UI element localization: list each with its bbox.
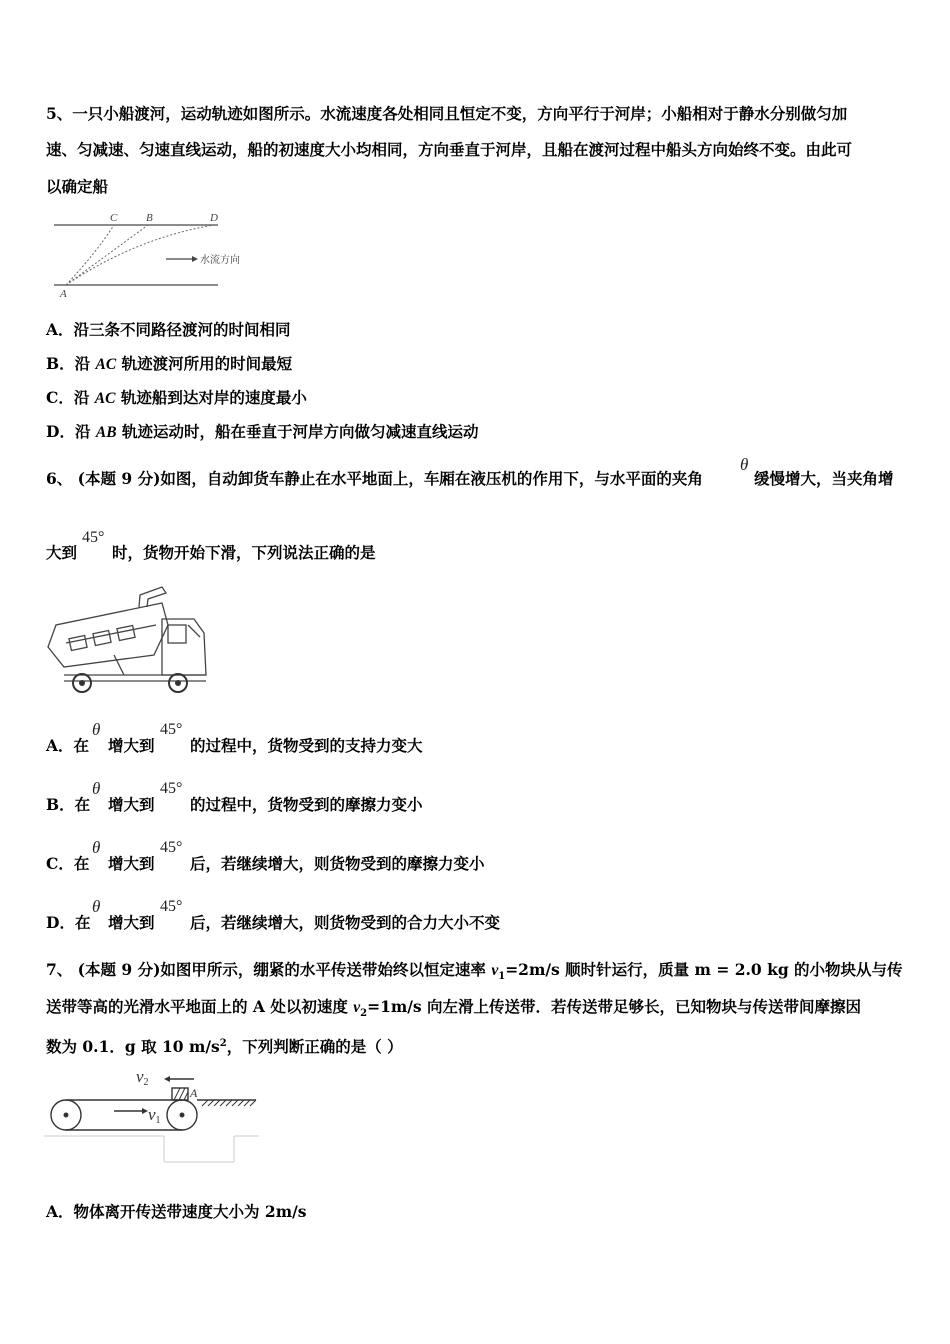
q7-line-3: 数为 0.1．g 取 10 $m/s^2$，下列判断正确的是（ ）	[46, 1037, 403, 1057]
q6-option-d[interactable]: D．在	[46, 913, 91, 932]
q6-c-post: 后，若继续增大，则货物受到的摩擦力变小	[190, 854, 485, 873]
q6-line-2-post: 时，货物开始下滑，下列说法正确的是	[112, 543, 376, 562]
q5-line-1: 5、一只小船渡河，运动轨迹如图所示。水流速度各处相同且恒定不变，方向平行于河岸；小船相对于静水分别做匀加	[46, 104, 848, 123]
q6-theta-symbol: θ	[740, 455, 749, 474]
q7-line-1: 7、 (本题 9 分)如图甲所示，绷紧的水平传送带始终以恒定速率 $v_1=2m/s$ 顺时针运行，质量 m = 2.0 kg 的小物块从与传	[46, 960, 903, 983]
v2-arrow-head	[164, 1076, 170, 1082]
q6-line-1-post: 缓慢增大，当夹角增	[754, 469, 894, 488]
q6-d-post: 后，若继续增大，则货物受到的合力大小不变	[190, 913, 501, 932]
trajectory-ab	[66, 225, 148, 285]
label-c: C	[110, 212, 118, 224]
q6-line-1: 6、 (本题 9 分)如图，自动卸货车静止在水平地面上，车厢在液压机的作用下，与水平面的夹角	[46, 469, 703, 488]
q6-option-b[interactable]: B．在	[46, 795, 91, 814]
q6-b-theta: θ	[92, 779, 101, 798]
q6-a-post: 的过程中，货物受到的支持力变大	[190, 736, 423, 755]
q6-option-c[interactable]: C．在	[46, 854, 90, 873]
q6-d-angle: 45°	[160, 898, 183, 915]
q5-line-3: 以确定船	[46, 177, 109, 196]
q6-a-angle: 45°	[160, 721, 183, 738]
river-crossing-figure	[46, 208, 276, 302]
trajectory-ac	[66, 225, 114, 285]
conveyor-belt-figure	[44, 1064, 264, 1168]
q6-angle-symbol: 45°	[82, 529, 105, 546]
hydraulic-arm	[114, 655, 124, 675]
q5-option-a[interactable]: A．沿三条不同路径渡河的时间相同	[46, 320, 291, 339]
flow-direction-label: 水流方向	[200, 255, 240, 266]
q6-line-2-pre: 大到	[46, 543, 78, 562]
dump-truck-figure	[44, 585, 216, 697]
q6-c-mid: 增大到	[108, 854, 155, 873]
a-label: A	[190, 1086, 198, 1100]
q6-b-angle: 45°	[160, 780, 183, 797]
q7-line-2: 送带等高的光滑水平地面上的 A 处以初速度 $v_2=1m/s$ 向左滑上传送带．若传送带足够长，已知物块与传送带间摩擦因	[46, 997, 862, 1020]
q5-option-c[interactable]: C．沿 AC 轨迹船到达对岸的速度最小	[46, 388, 307, 407]
v1-label: v1	[148, 1105, 161, 1126]
q6-b-mid: 增大到	[108, 795, 155, 814]
q6-option-a[interactable]: A．在	[46, 736, 90, 755]
q5-option-b[interactable]: B．沿 AC 轨迹渡河所用的时间最短	[46, 354, 293, 373]
label-a: A	[60, 288, 67, 300]
q6-c-theta: θ	[92, 838, 101, 857]
q5-option-d[interactable]: D．沿 AB 轨迹运动时，船在垂直于河岸方向做匀减速直线运动	[46, 422, 479, 441]
q6-b-post: 的过程中，货物受到的摩擦力变小	[190, 795, 423, 814]
q6-a-mid: 增大到	[108, 736, 155, 755]
q7-option-a[interactable]: A．物体离开传送带速度大小为 2m/s	[46, 1202, 307, 1221]
label-b: B	[146, 212, 153, 224]
q6-d-theta: θ	[92, 897, 101, 916]
v2-label: v2	[136, 1067, 149, 1088]
q5-line-2: 速、匀减速、匀速直线运动，船的初速度大小均相同，方向垂直于河岸，且船在渡河过程中船头方向始终不变。由此可	[46, 140, 853, 159]
q6-c-angle: 45°	[160, 839, 183, 856]
q6-a-theta: θ	[92, 720, 101, 739]
trajectory-ad	[66, 225, 214, 285]
flow-arrow-head	[192, 256, 198, 262]
label-d: D	[210, 212, 218, 224]
q6-d-mid: 增大到	[108, 913, 155, 932]
